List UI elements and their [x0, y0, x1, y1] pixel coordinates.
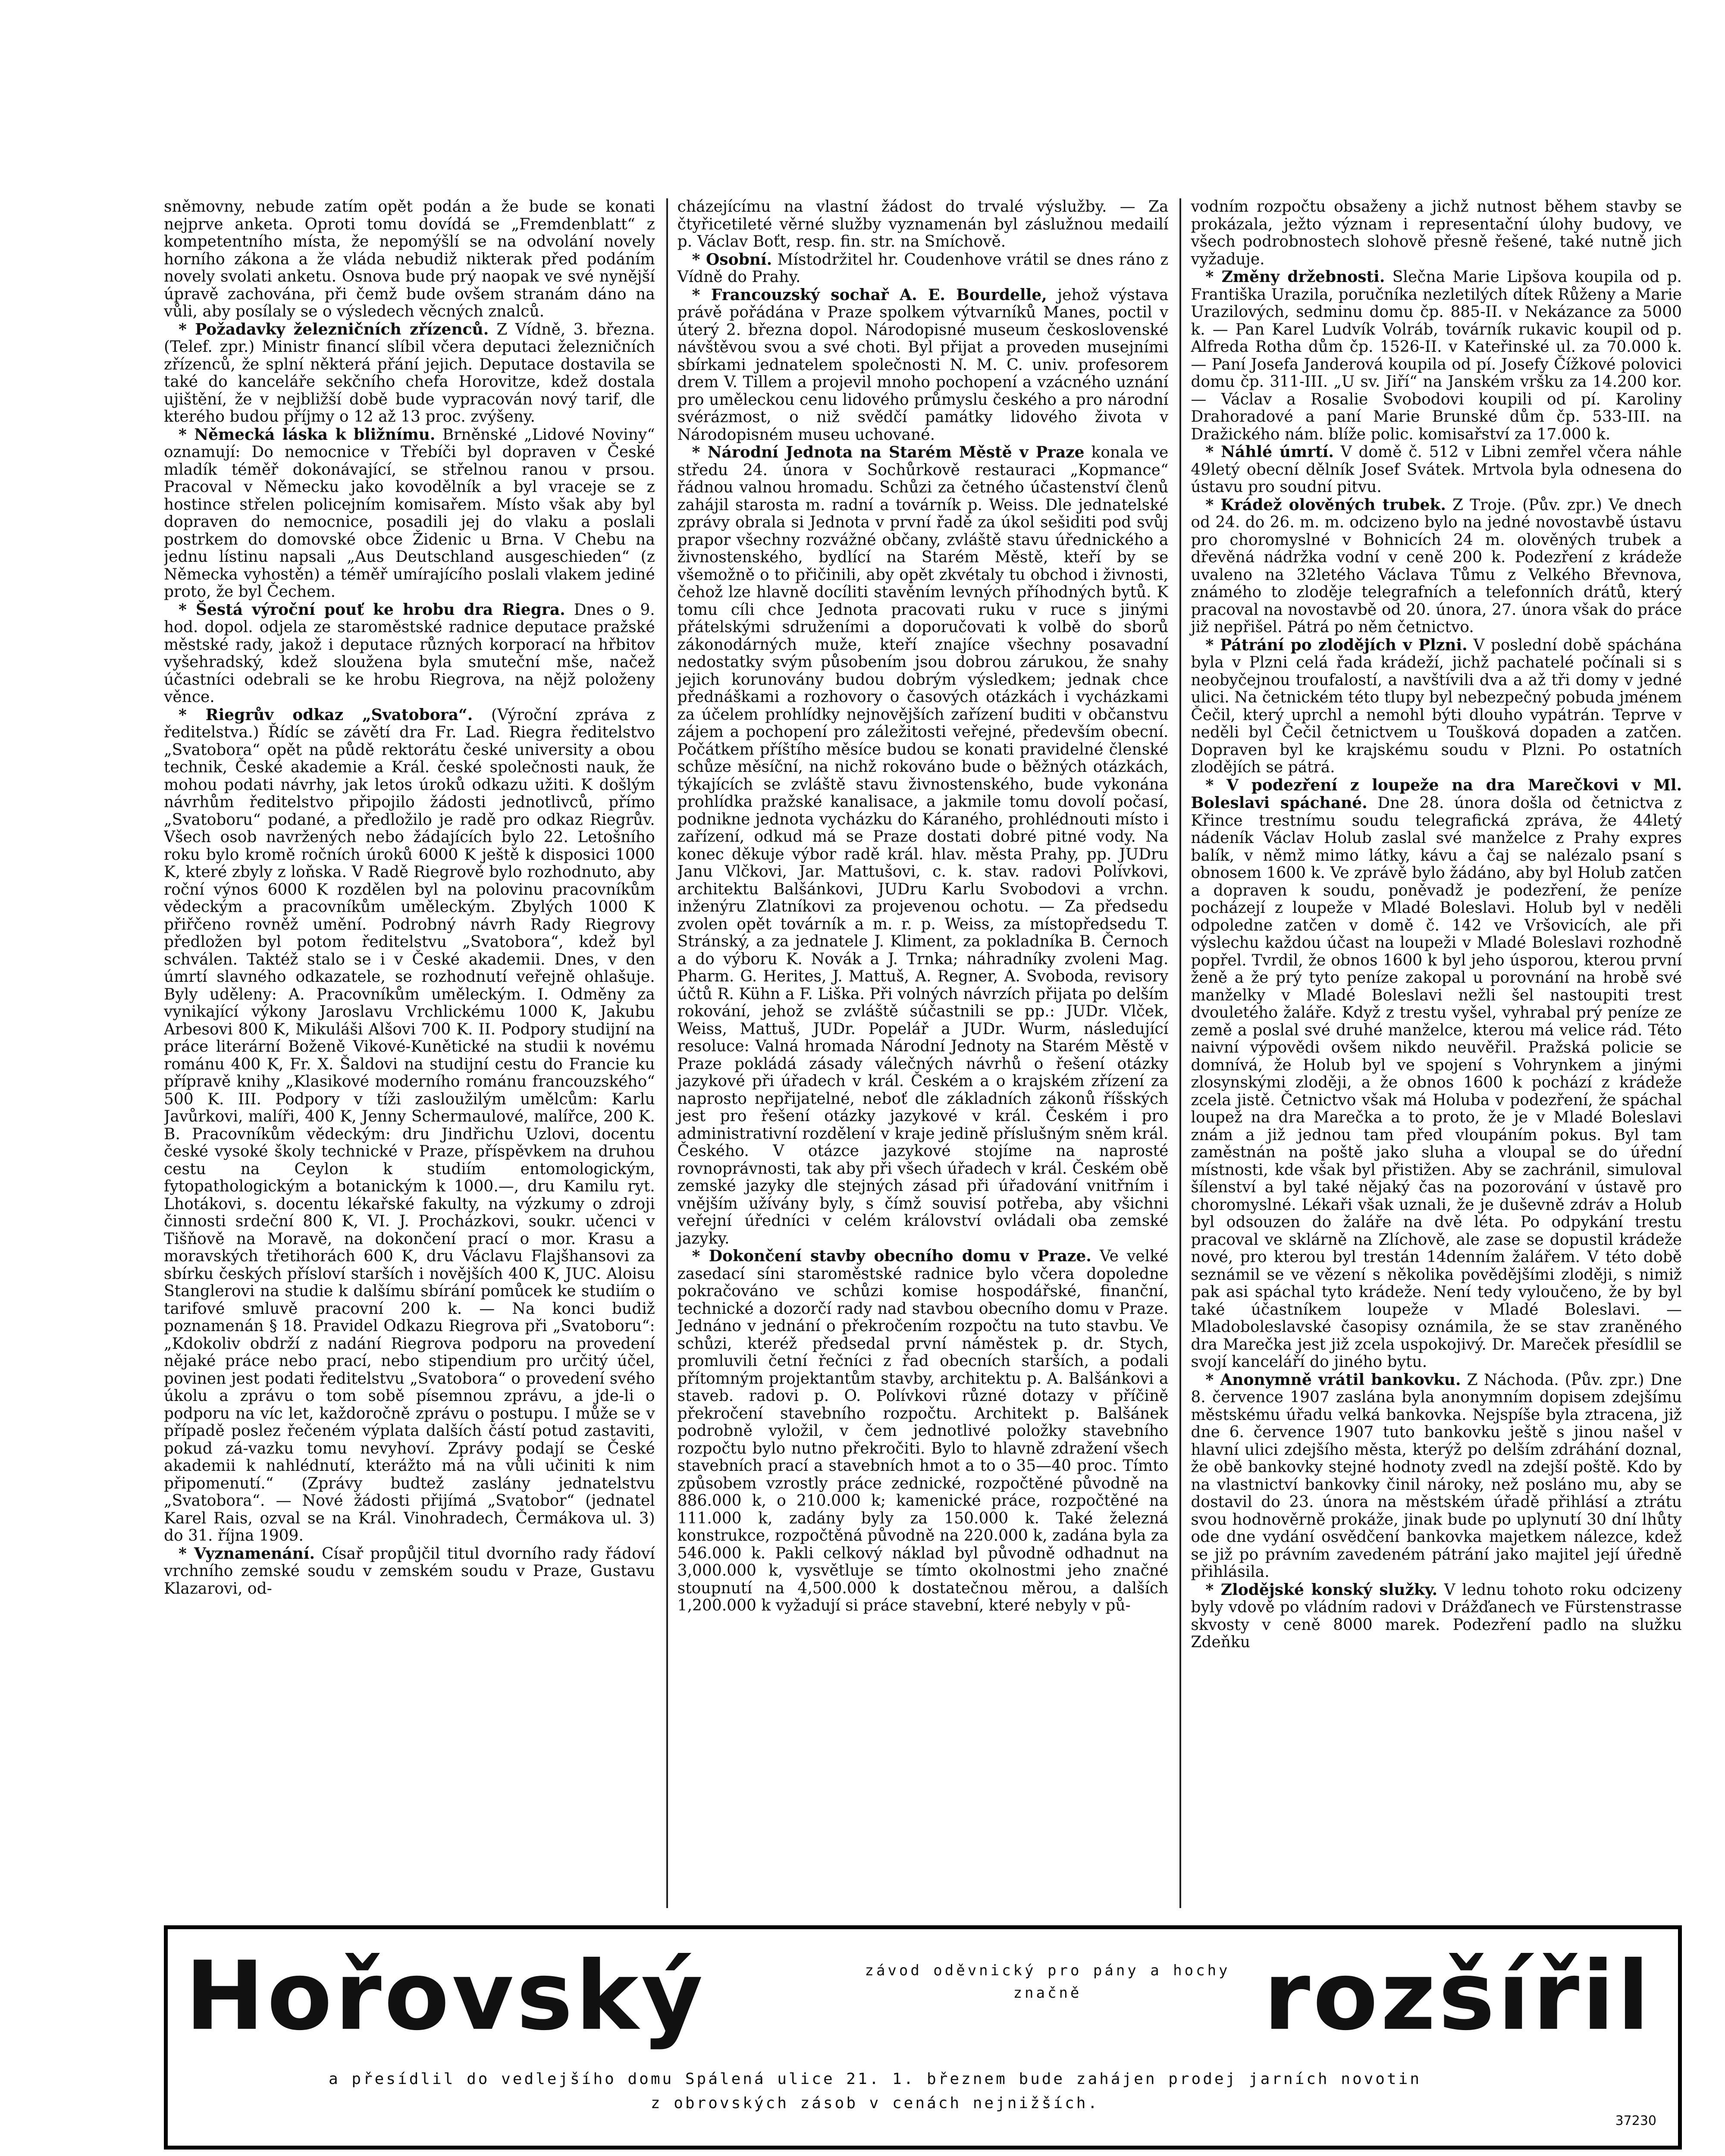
article-paragraph — [677, 1247, 1169, 1615]
article-text: V poslední době spáchána byla v Plzni celá řada krádeží, jichž pachatelé počínali si s neobyčejnou troufalostí, a navštívili dva a až tři domy v jedné ulici. Na četnickém této tlupy byl nebezpečný pobuda jménem Čečil, který uprchl a nemohl býti dlouho vypátrán. Teprve v neděli byl Čečil četnictvem u Toušková dopaden a zatčen. Dopraven byl ke krajskému soudu v Plzni. Po ostatních zlodějích se pátrá. — [1191, 636, 1682, 776]
article-text: Dnes o 9. hod. dopol. odjela ze staroměstské radnice deputace pražské městské rady, jakož i deputace různých korporací na hřbitov vyšehradský, kdež sloužena byla smuteční mše, načež účastníci odebrali se ke hrobu Riegrova, na nějž položeny věnce. — [164, 601, 655, 706]
ad-text-line-2: z obrovských zásob v cenách nejnižších. — [650, 2094, 1100, 2112]
article-text: sněmovny, nebude zatím opět podán a že bude se konati nejprve anketa. Oproti tomu dovídá se „Fremdenblatt“ z kompetentního místa, že nepomýšlí se na odvolání novely horního zákona a že vláda nebudiž nikterak před podáním novely svolati anketu. Osnova bude prý naopak ve své nynější úpravě zachována, při čemž bude ovšem stranám dáno na vůli, aby posílaly se o výsledech věcných znalců. — [164, 198, 655, 320]
article-heading: * Národní Jednota na Starém Městě v Praze — [692, 443, 1085, 461]
article-paragraph — [164, 321, 655, 426]
column-right — [1179, 198, 1682, 1908]
article-heading: * Pátrání po zlodějích v Plzni. — [1205, 636, 1468, 654]
article-text: konala ve středu 24. února v Sochůrkově restauraci „Kopmance“ řádnou valnou hromadu. Schůzi za četného účastenství členů zahájil starosta m. radní a továrník p. Weiss. Dle jednatelské zprávy obrala si Jednota v první řadě za úkol sešiditi pod svůj prapor všechny rozvážné občany, zvláště stavu úřednického a živnostenského, bydlící na Starém Městě, kteří by se všemožně o to přičinili, aby opět zkvétaly tu obchod i živnosti, čehož lze hlavně docíliti stavěním levných příhodných bytů. K tomu cíli chce Jednota pracovati ruku v ruce s jinými přátelskými sdruženími a doporučovati k volbě do sborů zákonodárných muže, kteří znajíce všechny posavadní nedostatky svým působením jsou dobrou zárukou, že snahy jejich korunovány budou dobrým výsledkem; jednak chce přednáškami a rozhovory o časových otázkách i vycházkami za účelem prohlídky nejnovějších zařízení buditi v občanstvu zájem a pochopení pro záležitosti veřejné, především obecní. Počátkem příštího měsíce budou se konati pravidelné členské schůze měsíční, na nichž rokováno bude o běžných otázkách, týkajících se zvláště stavu živnostenského, bude vykonána prohlídka pražské kanalisace, a jakmile tomu dovolí počasí, podnikne jednota vycházku do Káraného, prohlédnouti místo i zařízení, odkud má se Praze dostati dobré pitné vody. Na konec děkuje výbor radě král. hlav. města Prahy, pp. JUDru Janu Vlčkovi, Jar. Mattušovi, c. k. stav. radovi Polívkovi, architektu Balšánkovi, JUDru Karlu Svobodovi a vrchn. inženýru Zlatníkovi za projevenou ochotu. — Za předsedu zvolen opět továrník a m. r. p. Weiss, za místopředsedu T. Stránský, a za jednatele J. Kliment, za pokladníka B. Černoch a do výboru K. Novák a J. Trnka; náhradníky zvoleni Mag. Pharm. G. Herites, J. Mattuš, A. Regner, A. Svoboda, revisory účtů R. Kühn a F. Liška. Při volných návrzích přijata po delším rokování, jehož se zvláště súčastnili se pp.: JUDr. Vlček, Weiss, Mattuš, JUDr. Popelář a JUDr. Wurm, následující resoluce: Valná hromada Národní Jednoty na Starém Městě v Praze pokládá zásady válečných návrhů o řešení otázky jazykové při úřadech v král. Českém a o krajském zřízení za naprosto nepřijatelné, neboť dle základních zákonů říšských jest pro řešení otázky jazykové v král. Českém i pro administrativní rozdělení v kraje jedině příslušným sněm král. Českého. V otázce jazykové stojíme na naprosté rovnoprávnosti, tak aby při všech úřadech v král. Českém obě zemské jazyky dle stejných zásad při úřadování vnitřním i vnějším užívány byly, s čímž souvisí potřeba, aby všichni veřejní úředníci v celém království ovládali oba zemské jazyky. — [677, 444, 1169, 1247]
article-heading: * Šestá výroční pouť ke hrobu dra Riegra. — [179, 600, 565, 619]
article-text: vodním rozpočtu obsaženy a jichž nutnost během stavby se prokázala, ježto význam i representační úlohy budovy, ve všech podrobnostech slohově přesně řešené, také nutně jich vyžaduje. — [1191, 198, 1682, 268]
article-paragraph — [1191, 198, 1682, 268]
article-text: (Výroční zpráva z ředitelstva.) Řídíc se závětí dra Fr. Lad. Riegra ředitelstvo „Svatobora“ opět na půdě rektorátu české university a obou technik, České akademie a Král. české společnosti nauk, že mohou podati návrhy, jak letos úroků odkazu užiti. K došlým návrhům ředitelstvo připojilo žádosti jednotlivců, přímo „Svatoboru“ podané, a předložilo je radě pro odkaz Riegrův. Všech osob navržených nebo žádajících bylo 22. Letošního roku bylo kromě ročních úroků 6000 K ještě k disposici 1000 K, které zbyly z loňska. V Radě Riegrově bylo rozhodnuto, aby roční výnos 6000 K rozdělen byl na polovinu pracovníkům vědeckým a pracovníkům uměleckým. Zbylých 1000 K přiřčeno rovněž umění. Podrobný návrh Rady Riegrovy předložen byl potom ředitelstvu „Svatobora“, kdež byl schválen. Taktéž stalo se i v České akademii. Dnes, v den úmrtí slavného odkazatele, se rozhodnutí veřejně ohlašuje. Byly uděleny: A. Pracovníkům uměleckým. I. Odměny za vynikající výkony Jaroslavu Vrchlickému 1000 K, Jakubu Arbesovi 800 K, Mikuláši Alšovi 700 K. II. Podpory studijní na práce literární Boženě Vikové-Kunětické na studii k novému románu 400 K, Fr. X. Šaldovi na studijní cestu do Francie ku přípravě knihy „Klasikové moderního románu francouzského“ 500 K. III. Podpory v tíži zasloužilým umělcům: Karlu Javůrkovi, malíři, 400 K, Jenny Schermaulové, malířce, 200 K. B. Pracovníkům vědeckým: dru Jindřichu Uzlovi, docentu české vysoké školy technické v Praze, příspěvkem na druhou cestu na Ceylon k studiím entomologickým, fytopathologickým a botanickým k 1000.—, dru Kamilu ryt. Lhotákovi, s. docentu lékařské fakulty, na výzkumy o zdroji činnosti srdeční 800 K, VI. J. Procházkovi, soukr. učenci v Tišňově na Moravě, na dokončení prací o mor. Krasu a moravských třetihorách 600 K, dru Václavu Flajšhansovi za sbírku českých přísloví starších i novějších 400 K, JUC. Aloisu Stanglerovi na studie k dalšímu sbírání pomůcek ke studiím o tarifové smluvě pracovní 200 k. — Na konci budiž poznamenán § 18. Pravidel Odkazu Riegrova při „Svatoboru“: „Kdokoliv obdrží z nadání Riegrova podporu na provedení nějaké práce nebo prací, nebo stipendium pro určitý účel, povinen jest podati ředitelstvu „Svatobora“ o provedení svého úkolu a zprávu o tom sobě písemnou zprávu, a jde-li o podporu na víc let, každoročně zprávu o postupu. I může se v případě poslez řečeném výplata dalších částí potud zastaviti, pokud zá-vazku tomu nevyhoví. Zprávy podají se České akademii k nahlédnutí, kterážto má na vůli učiniti k nim připomenutí.“ (Zprávy budtež zaslány jednatelstvu „Svatobora“. — Nové žádosti přijímá „Svatobor“ (jednatel Karel Rais, ozval se na Král. Vinohradech, Čermákova ul. 3) do 31. října 1909. — [164, 706, 655, 1545]
article-paragraph — [164, 601, 655, 706]
article-heading: * Náhlé úmrtí. — [1205, 443, 1334, 461]
article-paragraph — [164, 198, 655, 321]
article-paragraph — [164, 426, 655, 601]
article-paragraph — [164, 706, 655, 1545]
advertisement — [164, 1925, 1682, 2150]
article-heading: * Riegrův odkaz „Svatobora“. — [179, 705, 473, 724]
newspaper-page — [164, 198, 1682, 2156]
article-heading: * Požadavky železničních zřízenců. — [179, 320, 489, 338]
article-paragraph — [1191, 1581, 1682, 1651]
article-text: Dne 28. února došla od četnictva z Křince trestnímu soudu telegrafická zpráva, že 44letý nádeník Václav Holub zaslal své manželce z Prahy expres balík, v němž mimo látky, kávu a čaj se nalézalo psaní s obnosem 1600 k. Ve zprávě bylo žádáno, aby byl Holub zatčen a dopraven k soudu, poněvadž je podezření, že peníze pocházejí z loupeže v Mladé Boleslavi. Holub byl v neděli odpoledne zatčen v domě č. 142 ve Vršovicích, ale při výslechu každou účast na loupeži v Mladé Boleslavi rozhodně popřel. Tvrdil, že obnos 1600 k byl jeho úsporou, kterou první ženě a že prý tyto peníze zakopal u porovnání na hrobě své manželky v Mladé Boleslavi nežli šel nastoupiti trest dvouletého žaláře. Když z trestu vyšel, vyhrabal prý peníze ze země a poslal své druhé manželce, kterou má velice rád. Této naivní výpovědi ovšem nikdo neuvěřil. Pražská policie se domnívá, že Holub byl ve spojení s Vohrynkem a jinými zlosynskými zloději, a že obnos 1600 k pochází z krádeže zcela jistě. Četnictvo však má Holuba v podezření, že spáchal loupež na dra Marečka a to proto, že je v Mladé Boleslavi znám a již jednou tam před vloupáním pokus. Byl tam zaměstnán na poště jako sluha a vloupal se do úřední místnosti, kde však byl přistižen. Aby se zachránil, simuloval šílenství a byl také nějaký čas na pozorování v ústavě pro choromyslné. Lékaři však uznali, že je duševně zdráv a Holub byl odsouzen do žaláře na dvě léta. Po odpykání trestu pracoval ve sklárně na Zlíchově, ale zase se dopustil krádeže nové, pro kterou byl trestán 14denním žalářem. V této době seznámil se ve vězení s několika povědějšími zloději, s nimiž pak asi spáchal tyto krádeže. Není tedy vyloučeno, že by byl také účastníkem loupeže v Mladé Boleslavi. — Mladoboleslavské časopisy oznámila, že se stav zraněného dra Marečka jest již zcela uspokojivý. Dr. Mareček přesídlil se svojí kanceláří do jiného bytu. — [1191, 794, 1682, 1371]
article-paragraph — [1191, 496, 1682, 636]
article-text: Slečna Marie Lipšova koupila od p. Františka Urazila, poručníka nezletilých dítek Růženy a Marie Urazilových, sedminu domu čp. 885-II. v Nekázance za 5000 k. — Pan Karel Ludvík Volráb, továrník rukavic koupil od p. Alfreda Rotha dům čp. 1526-II. v Kateřinské ul. za 70.000 k. — Paní Josefa Janderová koupila od pí. Josefy Čížkové polovici domu čp. 311-III. „U sv. Jiří“ na Janském vršku za 14.200 kor. — Václav a Rosalie Svobodovi koupili od pí. Karoliny Drahoradové a paní Marie Brunské dům čp. 533-III. na Dražického nám. blíže polic. komisařství za 17.000 k. — [1191, 268, 1682, 443]
article-text: cházejícímu na vlastní žádost do trvalé výslužby. — Za čtyřicetileté věrné služby vyznamenán byl záslužnou medailí p. Václav Boťt, resp. fin. str. na Smíchově. — [677, 198, 1169, 251]
article-paragraph — [1191, 443, 1682, 496]
ad-tagline-line-2: značně — [1013, 1984, 1082, 2002]
article-text: Z Vídně, 3. března. (Telef. zpr.) Ministr financí slíbil včera deputaci železničních zřízenců, že splní některá přání jejich. Deputace dostavila se také do kanceláře sekčního chefa Horovitze, kdež dostala ujištění, že v nejbližší době bude vypracován nový tarif, dle kterého budou příjmy o 12 až 13 proc. zvýšeny. — [164, 320, 655, 426]
article-paragraph — [1191, 1371, 1682, 1581]
article-text: V domě č. 512 v Libni zemřel včera náhle 49letý obecní dělník Josef Svátek. Mrtvola byla odnesena do ústavu pro soudní pitvu. — [1191, 443, 1682, 496]
article-text: Brněnské „Lidové Noviny“ oznamují: Do nemocnice v Třebíči byl dopraven v České mladík téměř dokonávající, se střelnou ranou v prsou. Pracoval v Německu jako kovodělník a byl vraceje se z hostince střelen policejním komisařem. Místo však aby byl dopraven do nemocnice, posadili jej do vlaku a poslali postrkem do domovské obce Židenic u Brna. V Chebu na jednu lístinu napsali „Aus Deutschland ausgeschieden“ (z Německa vyhostěn) a téměř umírajícího poslali vlakem jediné proto, že byl Čechem. — [164, 426, 655, 601]
article-text: Ve velké zasedací síni staroměstské radnice bylo včera dopoledne pokračováno ve schůzi komise hospodářské, finanční, technické a dozorčí rady nad stavbou obecního domu v Praze. Jednáno v jednání o překročením rozpočtu na tuto stavbu. Ve schůzi, kteréž předsedal první náměstek p. dr. Stych, promluvili četní řečníci z řad obecních starších, a podali přítomným projektantům stavby, architektu p. A. Balšánkovi a staveb. radovi p. O. Polívkovi různé dotazy v příčině překročení stavebního rozpočtu. Architekt p. Balšánek podrobně vyložil, v čem jednotlivé položky stavebního rozpočtu bylo nutno překročiti. Bylo to hlavně zdražení všech stavebních prací a stavebních hmot a to o 35—40 proc. Tímto způsobem vzrostly práce zednické, rozpočtěné původně na 886.000 k, o 210.000 k; kamenické práce, rozpočtěné na 111.000 k, zadány byly za 150.000 k. Také železná konstrukce, rozpočtěná původně na 220.000 k, zadána byla za 546.000 k. Pakli celkový náklad byl původně odhadnut na 3,000.000 k, vysvětluje se tímto okolnostmi jeho značné stoupnutí na 4,500.000 k dostatečnou měrou, a dalších 1,200.000 k vyžadují si práce stavební, které nebyly v pů- — [677, 1247, 1169, 1614]
ad-tagline-line-1: závod oděvnický pro pány a hochy — [865, 1962, 1230, 1979]
article-heading: * Německá láska k bližnímu. — [179, 425, 436, 444]
ad-brand-horovsky: Hořovský — [185, 1941, 706, 2051]
article-heading: * Vyznamenání. — [179, 1544, 315, 1563]
article-text: Z Náchoda. (Pův. zpr.) Dne 8. července 1907 zaslána byla anonymním dopisem zdejšímu městskému úřadu velká bankovka. Nejspíše byla ztracena, již dne 6. července 1907 tuto bankovku ještě s jinou našel v hlavní ulici zdejšího města, kterýž po delším zdráhání doznal, že obě bankovky stejné hodnoty zvedl na zdejší poště. Kdo by na vlastnictví bankovky činil nároky, než posláno mu, aby se dostavil do 23. února na městském úřadě přihlásí a ztrátu svou hodnověrně prokáže, jinak bude po uplynutí 30 dní lhůty ode dne vydání osvědčení bankovka majetkem nálezce, kdež se již po právním zavedeném pátrání jako majitel její úředně přihlásila. — [1191, 1371, 1682, 1581]
column-middle — [666, 198, 1169, 1908]
article-paragraph — [1191, 777, 1682, 1371]
article-heading: * Francouzský sochař A. E. Bourdelle, — [692, 285, 1047, 304]
article-paragraph — [677, 286, 1169, 444]
ad-text-line-1: a přesídlil do vedlejšího domu Spálená ulice 21. 1. březnem bude zahájen prodej jarních novotin — [328, 2070, 1421, 2088]
article-paragraph — [677, 251, 1169, 286]
article-text: Císař propůjčil titul dvorního rady řádoví vrchního zemské soudu v zemském soudu v Praze, Gustavu Klazarovi, od- — [164, 1545, 655, 1598]
article-heading: * Zlodějské konský služky. — [1205, 1580, 1438, 1599]
article-heading: * Osobní. — [692, 250, 772, 269]
article-columns — [164, 198, 1682, 1908]
article-heading: * V podezření z loupeže na dra Marečkovi v Ml. Boleslavi spáchané. — [1191, 776, 1682, 812]
ad-body-text — [185, 2067, 1565, 2115]
article-heading: * Krádež olověných trubek. — [1205, 495, 1446, 514]
article-text: V lednu tohoto roku odcizeny byly vdově po vládním radovi v Drážďanech ve Fürstenstrasse skvosty v ceně 8000 marek. Podezření padlo na služku Zdeňku — [1191, 1581, 1682, 1651]
article-text: jehož výstava právě pořádána v Praze spolkem výtvarníků Manes, poctil v úterý 2. března dopol. Národopisné museum československé návštěvou svou a své choti. Byl přijat a proveden musejními sbírkami jednatelem společnosti N. M. C. univ. profesorem drem V. Tillem a projevil mnoho pochopení a vzácného uznání pro uměleckou cenu lidového průmyslu českého a pro národní svérázmost, o niž svědčí památky lidového života v Národopisném museu uchované. — [677, 286, 1169, 444]
ad-brand-rozsiril: rozšířil — [1263, 1941, 1652, 2051]
article-heading: * Dokončení stavby obecního domu v Praze. — [692, 1247, 1091, 1265]
article-text: Místodržitel hr. Coudenhove vrátil se dnes ráno z Vídně do Prahy. — [677, 251, 1169, 286]
article-paragraph — [677, 444, 1169, 1247]
article-paragraph — [1191, 268, 1682, 443]
article-text: Z Troje. (Pův. zpr.) Ve dnech od 24. do 26. m. m. odcizeno bylo na jedné novostavbě ústavu pro choromyslné v Bohnicích 24 m. olověných trubek a dřevěná nádržka vodní v ceně 200 k. Podezření z krádeže uvaleno na 32letého Václava Tůmu z Velkého Břevnova, známého to zloděje telegrafních a telefonních drátů, který pracoval na novostavbě od 20. února, 27. února však do práce již nepřišel. Pátrá po něm četnictvo. — [1191, 496, 1682, 636]
article-heading: * Změny držebnosti. — [1205, 268, 1385, 286]
article-paragraph — [1191, 636, 1682, 777]
article-heading: * Anonymně vrátil bankovku. — [1205, 1370, 1461, 1389]
ad-code: 37230 — [1615, 2113, 1656, 2128]
article-paragraph — [164, 1545, 655, 1598]
article-paragraph — [677, 198, 1169, 251]
column-left — [164, 198, 655, 1908]
